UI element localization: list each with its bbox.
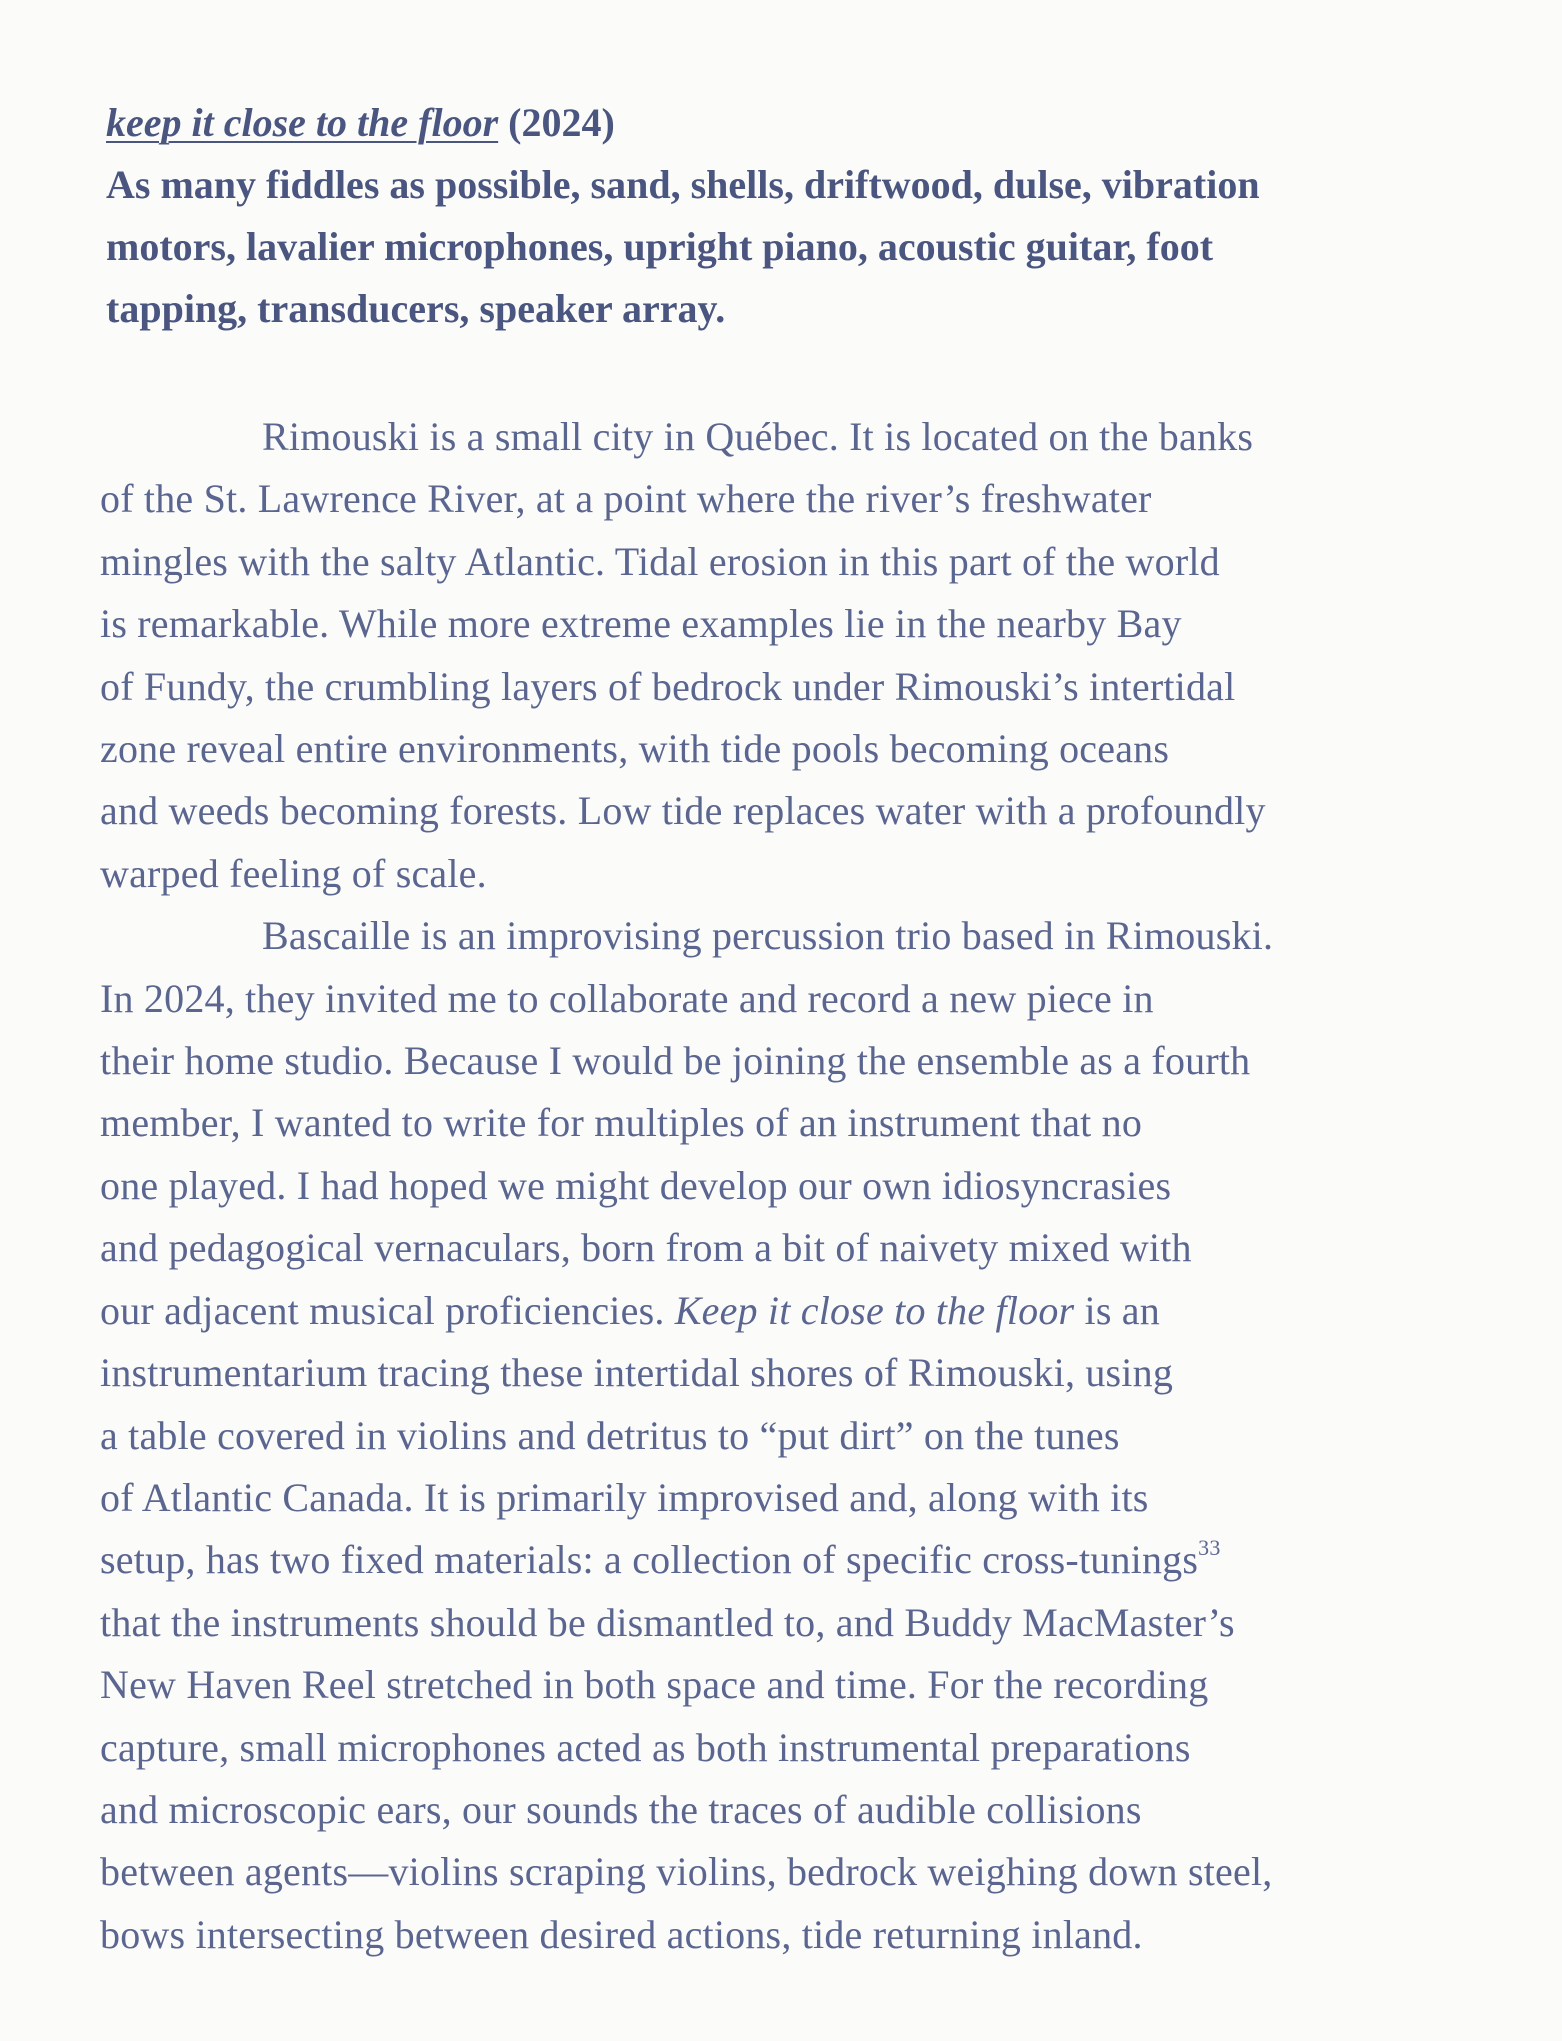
text-line: bows intersecting between desired actions, tide returning inland.: [100, 1911, 1143, 1957]
text-line: and weeds becoming forests. Low tide replaces water with a profoundly: [100, 788, 1266, 834]
piece-heading: [106, 92, 1466, 340]
text-line: of Atlantic Canada. It is primarily improvised and, along with its: [100, 1474, 1149, 1520]
title-line: [106, 92, 1466, 154]
text-line: and microscopic ears, our sounds the traces of audible collisions: [100, 1786, 1142, 1832]
text-line: warped feeling of scale.: [100, 850, 487, 896]
text-line: of Fundy, the crumbling layers of bedrock under Rimouski’s intertidal: [100, 663, 1236, 709]
text-line: their home studio. Because I would be joining the ensemble as a fourth: [100, 1038, 1251, 1084]
text-line: mingles with the salty Atlantic. Tidal erosion in this part of the world: [100, 538, 1220, 584]
text-line: is remarkable. While more extreme examples lie in the nearby Bay: [100, 601, 1182, 647]
text-segment: setup, has two fixed materials: a collection of specific cross-tunings: [100, 1537, 1199, 1583]
instrumentation-line: tapping, transducers, speaker array.: [106, 286, 726, 331]
instrumentation-line: As many fiddles as possible, sand, shells, driftwood, dulse, vibration: [106, 162, 1260, 207]
text-line: [100, 1280, 1500, 1342]
text-line: between agents—violins scraping violins, bedrock weighing down steel,: [100, 1849, 1273, 1895]
instrumentation-line: motors, lavalier microphones, upright piano, acoustic guitar, foot: [106, 224, 1214, 269]
text-line: a table covered in violins and detritus to “put dirt” on the tunes: [100, 1412, 1120, 1458]
paragraph-bascaille: [100, 905, 1500, 1966]
text-line: member, I wanted to write for multiples of an instrument that no: [100, 1100, 1143, 1146]
text-line: capture, small microphones acted as both instrumental preparations: [100, 1724, 1191, 1770]
text-line: one played. I had hoped we might develop our own idiosyncrasies: [100, 1162, 1172, 1208]
footnote-marker[interactable]: 33: [1198, 1535, 1221, 1561]
text-line: instrumentarium tracing these intertidal shores of Rimouski, using: [100, 1350, 1174, 1396]
paragraph-rimouski: [100, 406, 1500, 905]
text-line: New Haven Reel stretched in both space and time. For the recording: [100, 1662, 1209, 1708]
piece-title: keep it close to the floor: [106, 100, 499, 145]
text-line: [100, 1529, 1500, 1591]
text-segment: is an: [1074, 1287, 1160, 1333]
text-line: Rimouski is a small city in Québec. It is located on the banks: [262, 414, 1254, 459]
text-line: In 2024, they invited me to collaborate and record a new piece in: [100, 975, 1154, 1021]
piece-year: (2024): [498, 100, 615, 145]
body-text: [100, 406, 1500, 1966]
text-line: Bascaille is an improvising percussion trio based in Rimouski.: [262, 913, 1274, 959]
text-line: of the St. Lawrence River, at a point where the river’s freshwater: [100, 476, 1152, 522]
italic-piece-title: Keep it close to the floor: [674, 1287, 1075, 1333]
text-line: and pedagogical vernaculars, born from a bit of naivety mixed with: [100, 1225, 1192, 1271]
text-segment: our adjacent musical proficiencies.: [100, 1287, 675, 1333]
text-line: zone reveal entire environments, with tide pools becoming oceans: [100, 726, 1170, 772]
text-line: that the instruments should be dismantled to, and Buddy MacMaster’s: [100, 1599, 1235, 1645]
